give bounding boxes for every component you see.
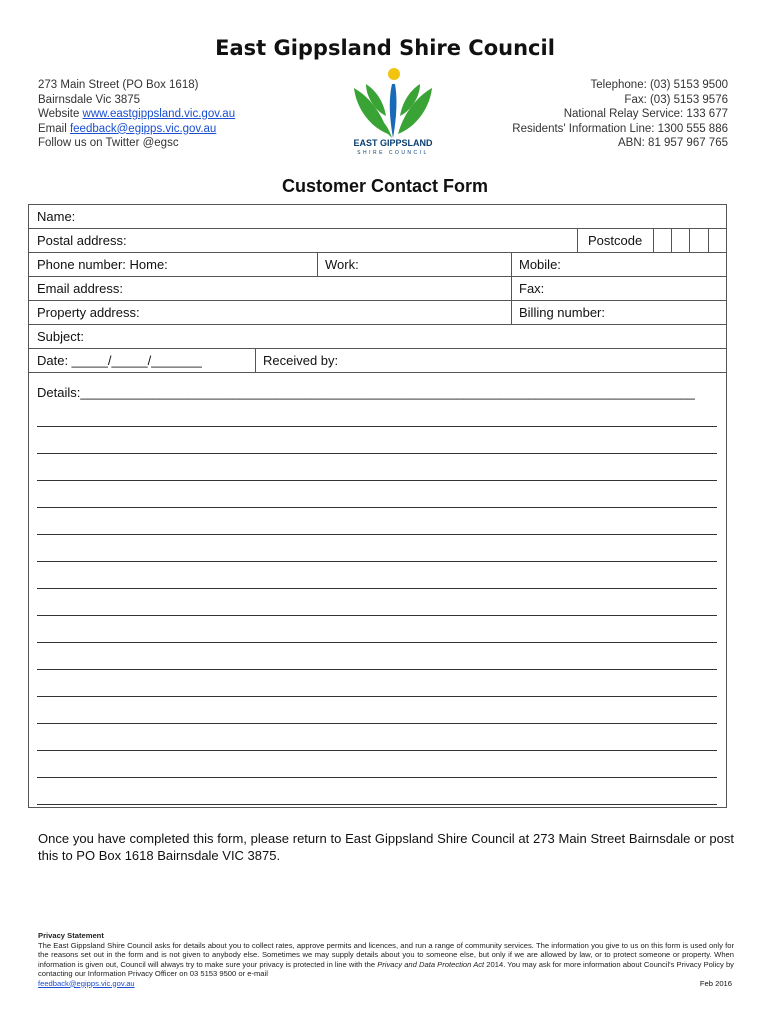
details-writing-line[interactable]: [37, 696, 717, 697]
email-row: [29, 277, 726, 301]
privacy-title: Privacy Statement: [38, 931, 104, 940]
phone-row: [29, 253, 726, 277]
logo-subtext: SHIRE COUNCIL: [357, 150, 429, 156]
return-instructions: Once you have completed this form, please return to East Gippsland Shire Council at 273 Main Street Bairnsdale or post this to PO Box 1618 Bairnsdale VIC 3875.: [38, 831, 734, 863]
website-link[interactable]: www.eastgippsland.vic.gov.au: [82, 108, 236, 120]
details-writing-line[interactable]: [37, 723, 717, 724]
telephone-line: Telephone: (03) 5153 9500: [590, 79, 728, 91]
form-date: Feb 2016: [699, 979, 732, 988]
email-field[interactable]: Email address:: [37, 281, 123, 296]
council-title: East Gippsland Shire Council: [215, 36, 555, 60]
subject-row: [29, 325, 726, 349]
postcode-box-1[interactable]: [653, 229, 671, 253]
date-field[interactable]: Date: _____/_____/_______: [37, 353, 202, 368]
privacy-text-2: 2014. You may ask for more information about Council's Privacy Policy by contacting our Information Privacy Officer on 03 5153 9500 or e-mail: [38, 959, 734, 978]
privacy-text-1: The East Gippsland Shire Council asks for details about you to collect rates, approve permits and licences, and run a range of community services. The information you give to us on this form is used only for the reasons set out in the form and is not given to anybody else. Sometimes we may supply details about you to someone else, but only if we are allowed by law, or to protect someone or property. When information is given out, Council will always try to make sure your privacy is protected in line with the: [38, 940, 734, 969]
billing-number-field[interactable]: Billing number:: [519, 305, 605, 320]
fax-line: Fax: (03) 5153 9576: [624, 93, 728, 106]
received-by-field[interactable]: Received by:: [263, 353, 339, 368]
privacy-email-link[interactable]: feedback@egipps.vic.gov.au: [38, 978, 135, 988]
details-writing-line[interactable]: [37, 777, 717, 778]
details-writing-line[interactable]: [37, 507, 717, 508]
details-writing-line[interactable]: [37, 453, 717, 454]
logo-wordmark: [340, 138, 446, 158]
details-writing-line[interactable]: [37, 669, 717, 670]
twitter-line: Follow us on Twitter @egsc: [38, 137, 179, 149]
privacy-act: Privacy and Data Protection Act: [377, 959, 485, 969]
details-writing-line[interactable]: [37, 561, 717, 562]
details-writing-line[interactable]: [37, 534, 717, 535]
name-field[interactable]: Name:: [37, 209, 76, 224]
details-writing-line[interactable]: [37, 750, 717, 751]
subject-field[interactable]: Subject:: [37, 329, 84, 344]
postcode-box-3[interactable]: [689, 229, 708, 253]
name-row: [29, 205, 726, 229]
work-phone-field[interactable]: Work:: [325, 257, 359, 272]
email-label: Email: [38, 122, 70, 135]
address-line-2: Bairnsdale Vic 3875: [38, 93, 141, 106]
details-writing-line[interactable]: [37, 426, 717, 427]
council-contact-details: [512, 78, 728, 151]
info-line: Residents' Information Line: 1300 555 886: [512, 122, 728, 135]
fax-field[interactable]: Fax:: [519, 281, 545, 296]
postcode-box-4[interactable]: [708, 229, 727, 253]
address-line-1: 273 Main Street (PO Box 1618): [38, 79, 199, 91]
website-label: Website: [38, 108, 83, 120]
details-writing-line[interactable]: [37, 642, 717, 643]
postcode-label: Postcode: [588, 233, 643, 248]
postcode-box-2[interactable]: [671, 229, 689, 253]
mobile-field[interactable]: Mobile:: [519, 257, 561, 272]
details-writing-line[interactable]: [37, 615, 717, 616]
contact-form: [28, 204, 727, 808]
date-row: [29, 349, 726, 373]
details-writing-line[interactable]: [37, 480, 717, 481]
form-title: Customer Contact Form: [281, 176, 488, 196]
property-row: [29, 301, 726, 325]
postal-address-field[interactable]: Postal address:: [37, 233, 127, 248]
home-phone-field[interactable]: Phone number: Home:: [37, 257, 168, 272]
postal-row: [29, 229, 726, 253]
details-writing-line[interactable]: [37, 588, 717, 589]
privacy-statement: [38, 931, 734, 988]
details-label: Details:_____________________________________________________________________________________: [37, 385, 695, 400]
council-address: [38, 78, 235, 151]
details-writing-line[interactable]: [37, 804, 717, 805]
email-row: [38, 122, 235, 137]
abn-line: ABN: 81 957 967 765: [618, 137, 728, 149]
property-address-field[interactable]: Property address:: [37, 305, 140, 320]
logo-text: EAST GIPPSLAND: [353, 138, 433, 148]
relay-line: National Relay Service: 133 677: [563, 108, 728, 120]
email-link[interactable]: feedback@egipps.vic.gov.au: [69, 122, 217, 135]
website-row: [38, 107, 235, 122]
